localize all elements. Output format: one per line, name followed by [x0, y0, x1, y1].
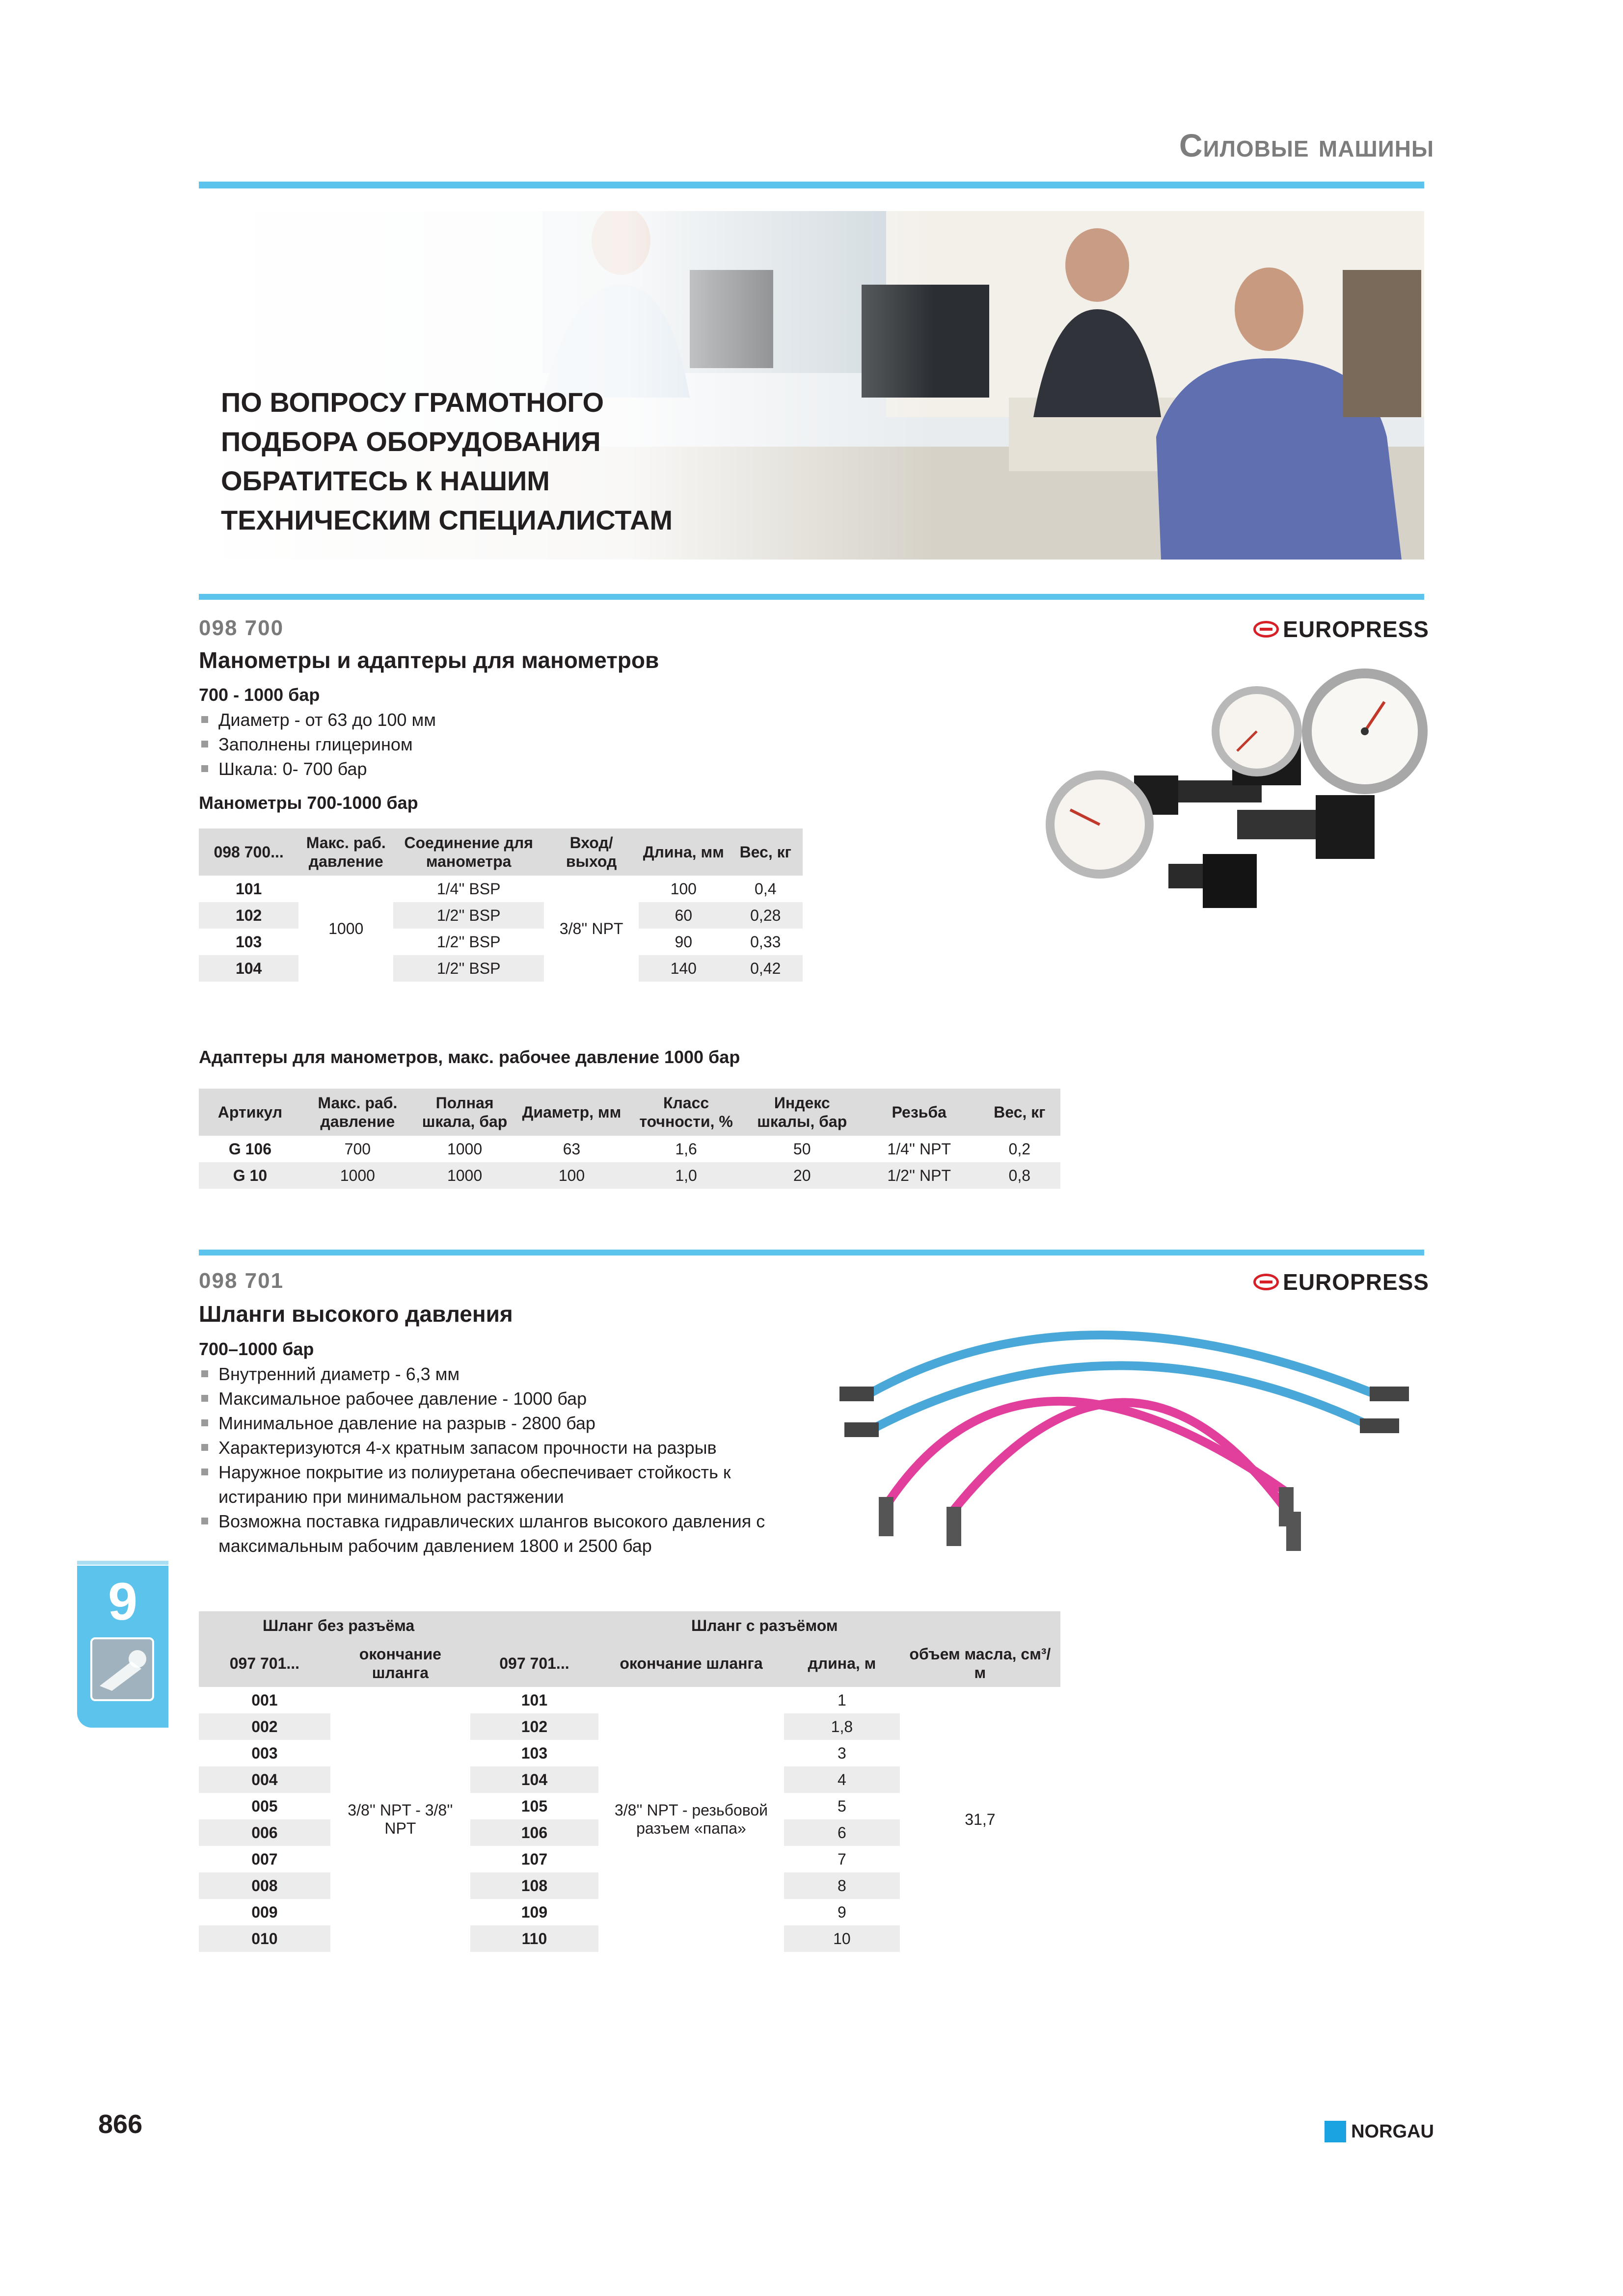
- article-cell: 109: [521, 1903, 548, 1921]
- grinder-icon: [90, 1637, 154, 1701]
- section-title: Силовые машины: [1179, 127, 1434, 163]
- weight-cell: 0,4: [755, 880, 777, 898]
- article-cell: 006: [199, 1819, 330, 1846]
- footer-brand: [1325, 2121, 1434, 2142]
- length-cell: 5: [838, 1797, 846, 1815]
- table-group-header: Шланг с разъёмом: [470, 1611, 1060, 1640]
- article-cell: 007: [251, 1850, 278, 1868]
- length-cell: 100: [670, 880, 697, 898]
- section-rule: [199, 1250, 1424, 1255]
- feature-item: Возможна поставка гидравлических шлангов высокого давления с максимальным рабочим давлением 1800 и 2500 бар: [199, 1509, 812, 1558]
- product-title: Шланги высокого давления: [199, 1301, 513, 1327]
- feature-item: Минимальное давление на разрыв - 2800 бар: [199, 1411, 812, 1436]
- europress-logo-icon: [1253, 1274, 1279, 1290]
- feature-item: Внутренний диаметр - 6,3 мм: [199, 1362, 812, 1387]
- section-rule: [199, 594, 1424, 600]
- pressure-gauge-icon: [1021, 667, 1438, 942]
- gauges-image: [1021, 667, 1438, 942]
- length-cell: 4: [784, 1766, 900, 1793]
- table-header: Класс точности, %: [628, 1089, 745, 1136]
- article-cell: 008: [199, 1872, 330, 1899]
- length-cell: 3: [838, 1744, 846, 1762]
- table-header: 097 701...: [470, 1640, 598, 1687]
- product-subtitle: 700 - 1000 бар: [199, 685, 320, 705]
- table-cell: 0,2: [1008, 1140, 1031, 1158]
- product-title: Манометры и адаптеры для манометров: [199, 647, 659, 673]
- norgau-logo-icon: [1325, 2121, 1346, 2142]
- table-row: [199, 955, 803, 982]
- table-header: Макс. раб. давление: [298, 828, 393, 876]
- weight-cell: 0,33: [750, 933, 781, 951]
- connection-cell: 1/4'' BSP: [436, 880, 501, 898]
- feature-item: Наружное покрытие из полиуретана обеспечивает стойкость к истиранию при минимальном растяжении: [199, 1460, 812, 1509]
- table-header: 098 700...: [199, 828, 298, 876]
- table-header: длина, м: [784, 1640, 900, 1687]
- table-header: Длина, мм: [639, 828, 729, 876]
- hoses-table: [199, 1611, 1060, 1952]
- product-code: 098 700: [199, 616, 284, 640]
- table-cell: 100: [515, 1162, 627, 1189]
- banner-line: ТЕХНИЧЕСКИМ СПЕЦИАЛИСТАМ: [221, 505, 673, 535]
- article-cell: 003: [251, 1744, 278, 1762]
- article-cell: 002: [199, 1713, 330, 1740]
- feature-list: [199, 708, 690, 781]
- table-row: [199, 1136, 1060, 1162]
- product-code: 098 701: [199, 1269, 284, 1293]
- table-row: [199, 929, 803, 955]
- feature-item: Шкала: 0- 700 бар: [199, 757, 690, 781]
- article-cell: 108: [470, 1872, 598, 1899]
- article-cell: 104: [470, 1766, 598, 1793]
- feature-item: Максимальное рабочее давление - 1000 бар: [199, 1387, 812, 1411]
- table-header: окончание шланга: [330, 1640, 470, 1687]
- feature-list: [199, 1362, 812, 1558]
- article-cell: 103: [235, 933, 262, 951]
- length-cell: 60: [639, 902, 729, 929]
- article-cell: 105: [521, 1797, 548, 1815]
- product-subtitle: 700–1000 бар: [199, 1339, 314, 1359]
- table-header: Вес, кг: [729, 828, 803, 876]
- banner-line: ОБРАТИТЕСЬ К НАШИМ: [221, 465, 550, 496]
- table-header: Полная шкала, бар: [414, 1089, 515, 1136]
- gauges-table: [199, 828, 803, 982]
- article-cell: 106: [470, 1819, 598, 1846]
- banner-line: ПО ВОПРОСУ ГРАМОТНОГО: [221, 387, 604, 418]
- page-number: 866: [98, 2109, 143, 2139]
- article-cell: 101: [521, 1691, 548, 1709]
- article-cell: 110: [470, 1925, 598, 1952]
- table-header: Вес, кг: [979, 1089, 1060, 1136]
- table-header: Диаметр, мм: [515, 1089, 627, 1136]
- connection-cell: 1/2'' BSP: [436, 933, 501, 951]
- length-cell: 7: [838, 1850, 846, 1868]
- article-cell: 103: [521, 1744, 548, 1762]
- brand-logo: [1253, 616, 1429, 642]
- header-rule: [199, 182, 1424, 188]
- article-cell: 009: [251, 1903, 278, 1921]
- brand-name: EUROPRESS: [1283, 1269, 1429, 1295]
- length-cell: 10: [784, 1925, 900, 1952]
- weight-cell: 0,28: [729, 902, 803, 929]
- table-cell: 1,0: [628, 1162, 745, 1189]
- table-cell: 1/2'' NPT: [860, 1162, 979, 1189]
- table-cell: 1000: [447, 1140, 483, 1158]
- hoses-image: [835, 1296, 1438, 1561]
- pressure-cell: 1000: [328, 919, 364, 937]
- article-cell: G 106: [228, 1140, 272, 1158]
- table-cell: 700: [344, 1140, 371, 1158]
- length-cell: 140: [639, 955, 729, 982]
- article-cell: G 10: [199, 1162, 301, 1189]
- table-cell: 1000: [414, 1162, 515, 1189]
- table-cell: 1/4'' NPT: [887, 1140, 951, 1158]
- table-row: [199, 876, 803, 902]
- brand-logo: [1253, 1269, 1429, 1295]
- article-cell: 101: [235, 880, 262, 898]
- chapter-number: 9: [108, 1572, 138, 1631]
- table-header: объем масла, см³/м: [900, 1640, 1060, 1687]
- weight-cell: 0,42: [729, 955, 803, 982]
- table-cell: 63: [563, 1140, 581, 1158]
- table-header: 097 701...: [199, 1640, 330, 1687]
- article-cell: 104: [199, 955, 298, 982]
- banner-line: ПОДБОРА ОБОРУДОВАНИЯ: [221, 426, 601, 457]
- length-cell: 1: [838, 1691, 846, 1709]
- article-cell: 001: [251, 1691, 278, 1709]
- table-header: Артикул: [199, 1089, 301, 1136]
- table-cell: 1000: [301, 1162, 414, 1189]
- length-cell: 90: [675, 933, 693, 951]
- length-cell: 1,8: [784, 1713, 900, 1740]
- table-row: [199, 1687, 1060, 1713]
- article-cell: 107: [521, 1850, 548, 1868]
- feature-item: Диаметр - от 63 до 100 мм: [199, 708, 690, 732]
- article-cell: 102: [199, 902, 298, 929]
- article-cell: 010: [199, 1925, 330, 1952]
- hydraulic-hose-icon: [835, 1296, 1438, 1561]
- article-cell: 102: [470, 1713, 598, 1740]
- table-cell: 50: [793, 1140, 811, 1158]
- table-header: Резьба: [860, 1089, 979, 1136]
- table-title: Адаптеры для манометров, макс. рабочее давление 1000 бар: [199, 1047, 740, 1067]
- table-header: окончание шланга: [598, 1640, 784, 1687]
- table-cell: 0,8: [979, 1162, 1060, 1189]
- inout-cell: 3/8'' NPT: [559, 919, 623, 937]
- footer-brand-name: NORGAU: [1351, 2121, 1434, 2142]
- feature-item: Характеризуются 4-х кратным запасом прочности на разрыв: [199, 1436, 812, 1460]
- connection-cell: 1/2'' BSP: [393, 955, 544, 982]
- article-cell: 004: [199, 1766, 330, 1793]
- table-row: [199, 902, 803, 929]
- table-header: Индекс шкалы, бар: [745, 1089, 860, 1136]
- oil-volume-cell: 31,7: [965, 1810, 996, 1828]
- table-group-header: Шланг без разъёма: [199, 1611, 470, 1640]
- article-cell: 005: [251, 1797, 278, 1815]
- connection-cell: 1/2'' BSP: [393, 902, 544, 929]
- hose-end-cell: 3/8'' NPT - резьбовой разъем «папа»: [614, 1801, 768, 1837]
- chapter-tab-line: [77, 1561, 168, 1565]
- table-header: Соединение для манометра: [393, 828, 544, 876]
- adapters-table: [199, 1089, 1060, 1189]
- table-cell: 20: [745, 1162, 860, 1189]
- table-header: Макс. раб. давление: [301, 1089, 414, 1136]
- hose-end-cell: 3/8'' NPT - 3/8'' NPT: [348, 1801, 453, 1837]
- length-cell: 6: [784, 1819, 900, 1846]
- length-cell: 8: [784, 1872, 900, 1899]
- brand-name: EUROPRESS: [1283, 616, 1429, 642]
- length-cell: 9: [838, 1903, 846, 1921]
- banner-text: [221, 383, 673, 540]
- feature-item: Заполнены глицерином: [199, 732, 690, 757]
- table-cell: 1,6: [675, 1140, 697, 1158]
- table-row: [199, 1162, 1060, 1189]
- table-title: Манометры 700-1000 бар: [199, 793, 418, 813]
- table-header: Вход/ выход: [544, 828, 639, 876]
- europress-logo-icon: [1253, 621, 1279, 638]
